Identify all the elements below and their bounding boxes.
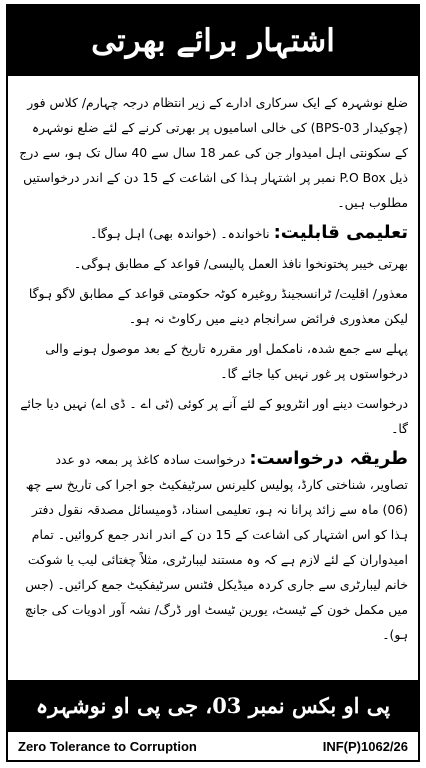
ad-body [18, 90, 408, 652]
bottom-strip [8, 732, 418, 760]
slogan: Zero Tolerance to Corruption [18, 738, 197, 754]
ta-da-paragraph: درخواست دینے اور انٹرویو کے لئے آنے پر کوئی (ٹی اے ۔ ڈی اے) نہیں دیا جائے گا۔ [20, 396, 408, 436]
procedure-heading: طریقہ درخواست: [249, 448, 408, 469]
po-box-address: پی او بکس نمبر 03، جی پی او نوشہرہ [35, 693, 391, 718]
title-banner [8, 6, 418, 76]
qualification-heading: تعلیمی قابلیت: [273, 222, 408, 243]
procedure-paragraph [18, 446, 408, 647]
policy-paragraph: بھرتی خیبر پختونخوا نافذ العمل پالیسی/ قواعد کے مطابق ہوگی۔ [73, 256, 408, 271]
medical-text: تمام امیدواران کے لئے لازم ہے کہ وہ مستند لیبارٹری، مثلاً چغتائی لیب یا شوکت خانم لیبارٹری سے جاری کردہ میڈیکل فٹنس سرٹیفکیٹ جمع کرائیں۔ (جس میں مکمل خون کے ٹیسٹ، یورین ٹیسٹ اور ڈرگ/ نشہ آور ادویات کی جانچ ہو)۔ [24, 527, 408, 642]
qualification-paragraph [18, 220, 408, 246]
advertisement [6, 4, 420, 762]
ad-title: اشتہار برائے بھرتی [91, 23, 335, 59]
rejection-paragraph: پہلے سے جمع شدہ، نامکمل اور مقررہ تاریخ کے بعد موصول ہونے والی درخواستوں پر غور نہیں کیا جائے گا۔ [45, 341, 408, 381]
ad-reference: INF(P)1062/26 [322, 738, 408, 754]
address-banner [8, 680, 418, 732]
intro-paragraph: ضلع نوشہرہ کے ایک سرکاری ادارے کے زیر انتظام درجہ چہارم/ کلاس فور (چوکیدار BPS-03) کی خالی اسامیوں پر بھرتی کرنے کے لئے ضلع نوشہرہ کے سکونتی اہل امیدوار جن کی عمر 18 سال سے 40 سال تک ہو، سے درج ذیل P.O Box نمبر پر اشتہار ہذا کی اشاعت کے 15 دن کے اندر درخواستیں مطلوب ہیں۔ [19, 95, 408, 210]
quota-paragraph: معذور/ اقلیت/ ٹرانسجینڈ روغیرہ کوٹہ حکومتی قواعد کے مطابق لاگو ہوگا لیکن معذوری فرائض سرانجام دینے میں رکاوٹ نہ ہو۔ [28, 286, 408, 326]
qualification-text: ناخواندہ۔ (خواندہ بھی) اہل ہوگا۔ [90, 226, 270, 241]
procedure-text: درخواست سادہ کاغذ پر بمعہ دو عدد تصاویر، شناختی کارڈ، پولیس کلیرنس سرٹیفکیٹ جو اجرا کی تاریخ سے چھ (06) ماہ سے زائد پرانا نہ ہو، تعلیمی اسناد، ڈومیسائل مصدقہ نقول دفتر ہذا کو اس اشتہار کی اشاعت کے 15 دن کے اندر اندر جمع کروائیں۔ [25, 452, 408, 542]
